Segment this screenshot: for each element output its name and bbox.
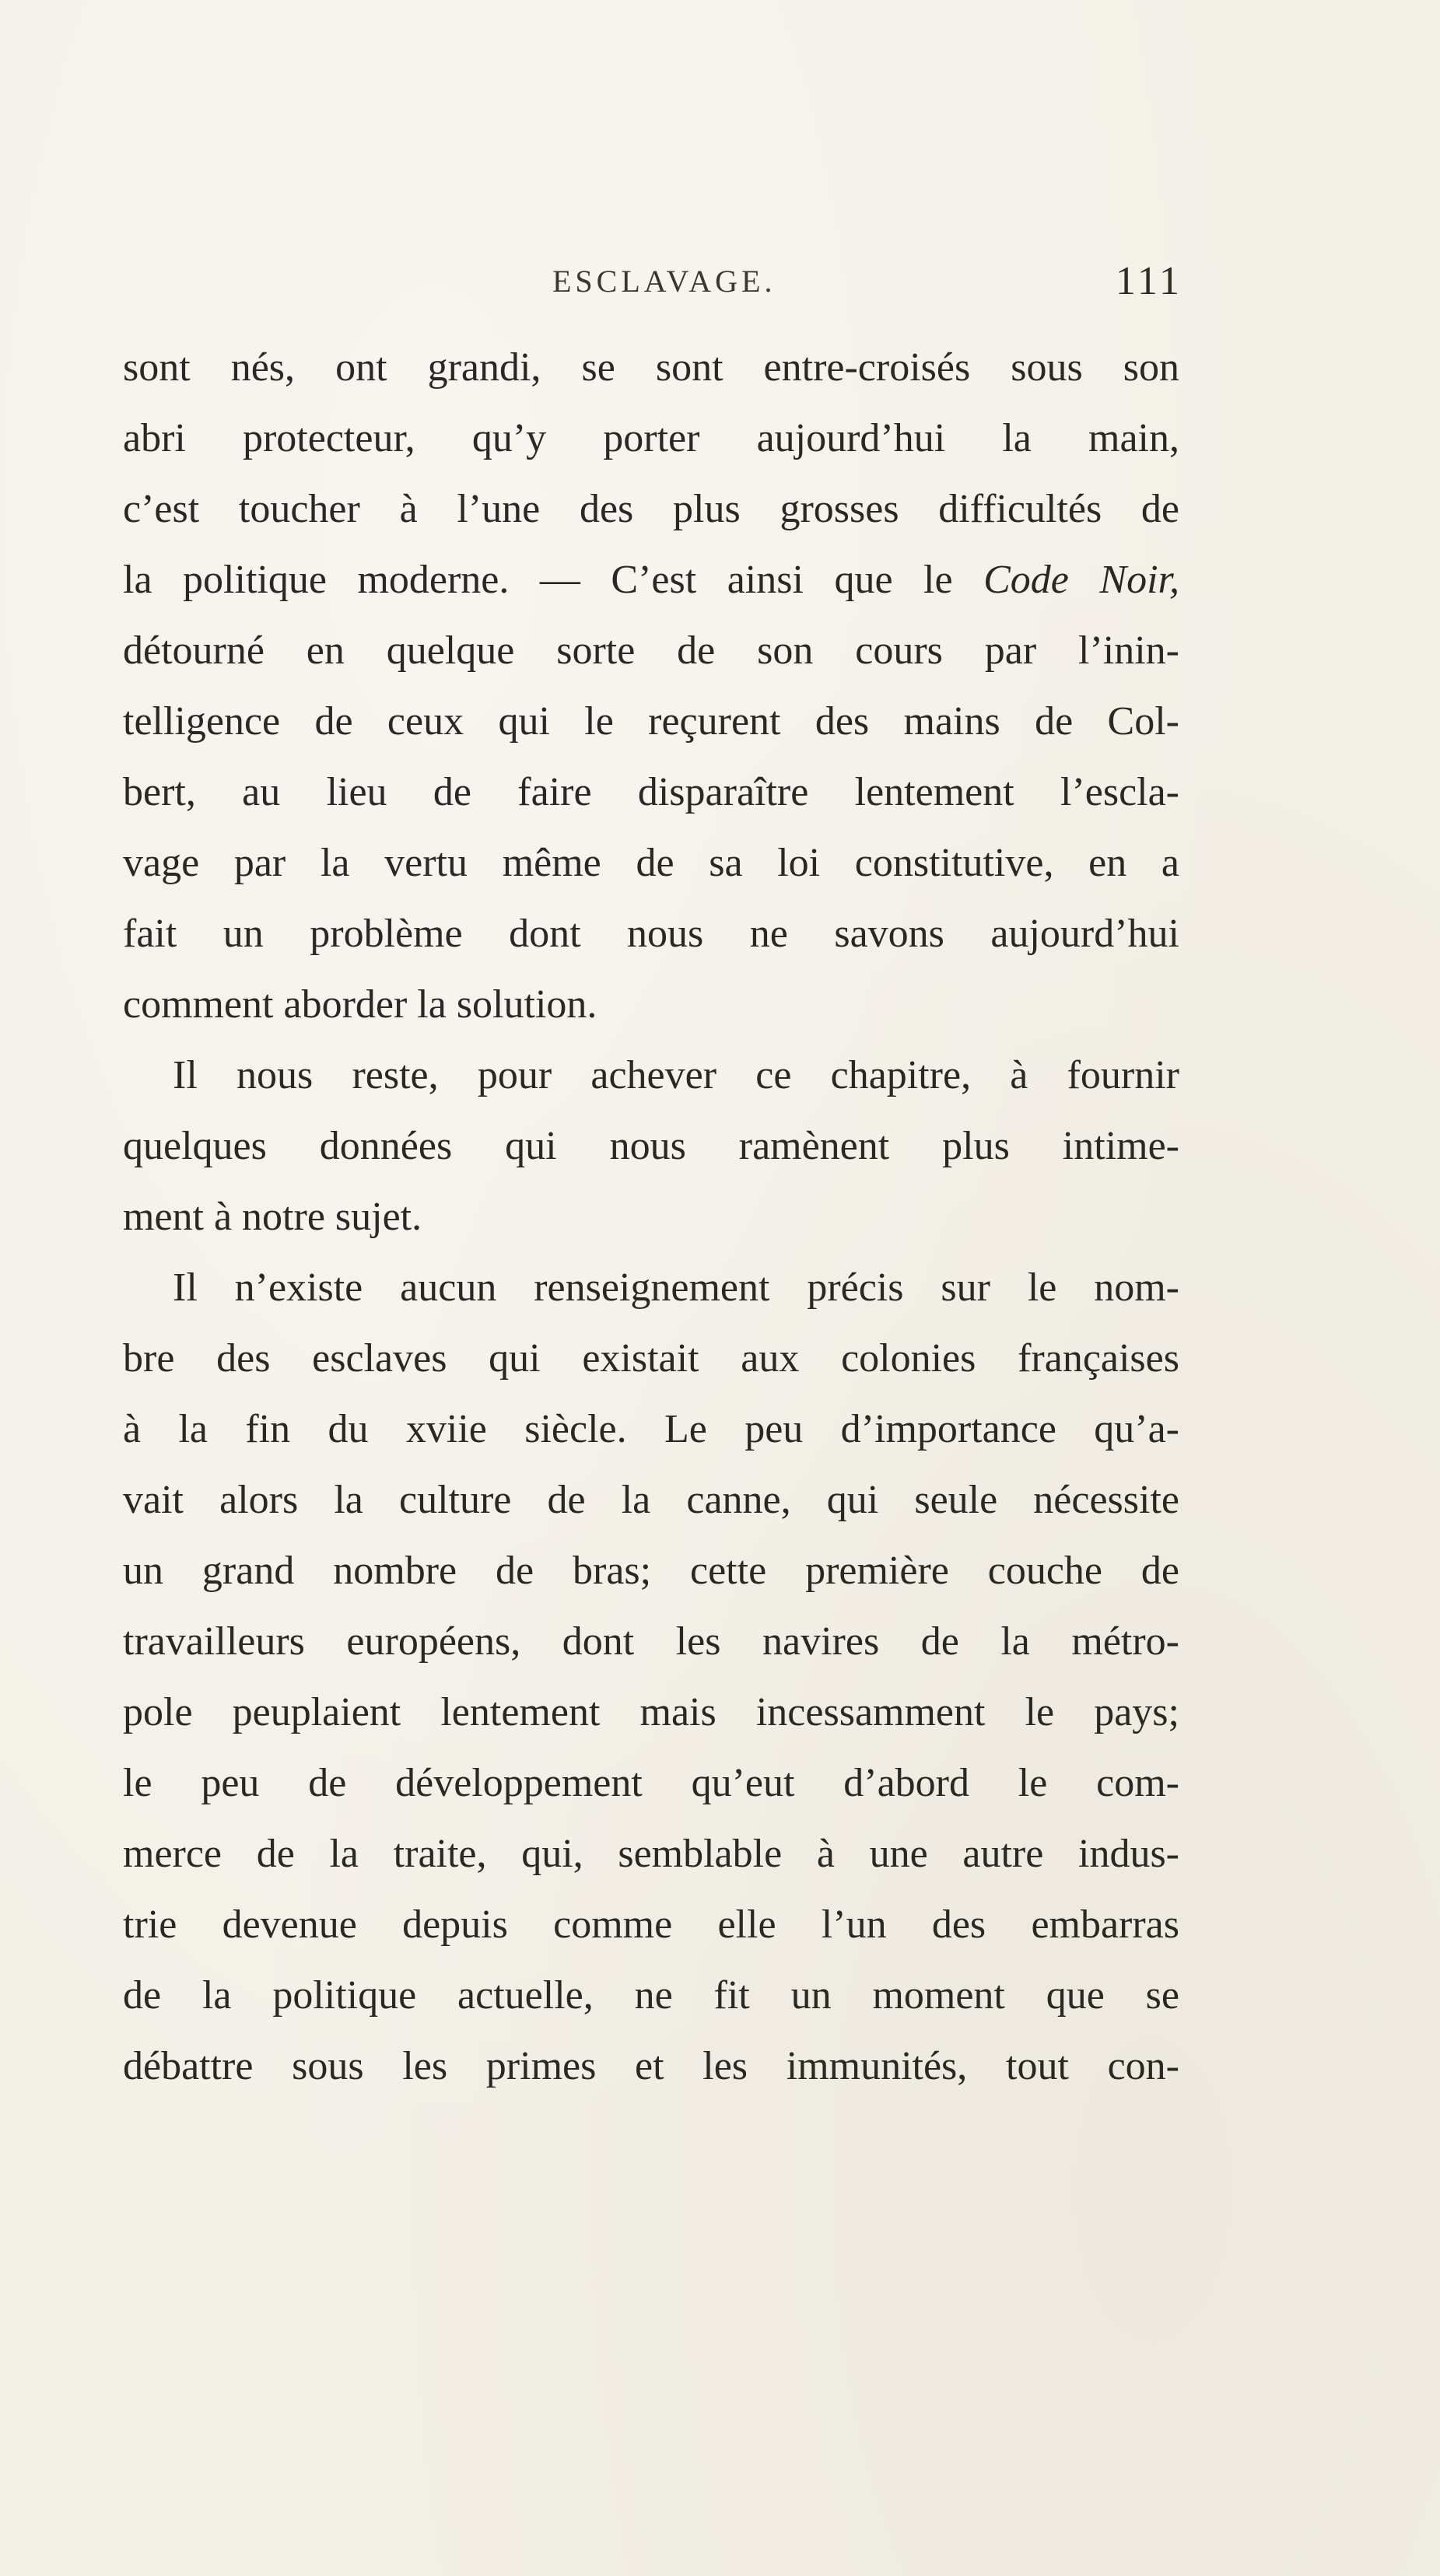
text-line: travailleurs européens, dont les navires de la métro- [123, 1619, 1179, 1664]
text-line [123, 544, 1179, 615]
text-line: vait alors la culture de la canne, qui seule nécessite [123, 1478, 1179, 1522]
text-line: abri protecteur, qu’y porter aujourd’hui la main, [123, 416, 1179, 460]
text-line: merce de la traite, qui, semblable à une autre indus- [123, 1832, 1179, 1876]
text-line: Il n’existe aucun renseignement précis sur le nom- [173, 1265, 1179, 1310]
text-line: vage par la vertu même de sa loi constitutive, en a [123, 841, 1179, 885]
text-line: c’est toucher à l’une des plus grosses difficultés de [123, 487, 1179, 531]
text-fragment: la politique moderne. — C’est ainsi que le [123, 558, 984, 602]
text-line: un grand nombre de bras; cette première couche de [123, 1549, 1179, 1593]
text-line: bre des esclaves qui existait aux colonies françaises [123, 1336, 1179, 1381]
text-line: débattre sous les primes et les immunités, tout con- [123, 2044, 1179, 2088]
text-line: trie devenue depuis comme elle l’un des embarras [123, 1902, 1179, 1947]
text-line: telligence de ceux qui le reçurent des mains de Col- [123, 699, 1179, 744]
text-line: pole peuplaient lentement mais incessamment le pays; [123, 1690, 1179, 1734]
page-number: 111 [1115, 259, 1182, 303]
text-line: fait un problème dont nous ne savons aujourd’hui [123, 912, 1179, 956]
text-line: à la fin du xviie siècle. Le peu d’importance qu’a- [123, 1407, 1179, 1451]
body-text [123, 332, 1179, 2102]
text-line: Il nous reste, pour achever ce chapitre, à fournir [173, 1053, 1179, 1097]
text-line: quelques données qui nous ramènent plus intime- [123, 1124, 1179, 1168]
italic-title: Code Noir, [983, 558, 1179, 602]
text-line: détourné en quelque sorte de son cours par l’inin- [123, 628, 1179, 673]
text-line: de la politique actuelle, ne fit un moment que se [123, 1973, 1179, 2018]
text-line: ment à notre sujet. [123, 1195, 422, 1239]
text-line: le peu de développement qu’eut d’abord le com- [123, 1761, 1179, 1805]
text-line: sont nés, ont grandi, se sont entre-croisés sous son [123, 345, 1179, 390]
running-title: ESCLAVAGE. [552, 264, 776, 299]
running-head [117, 259, 1182, 310]
text-line: bert, au lieu de faire disparaître lentement l’escla- [123, 770, 1179, 814]
text-line: comment aborder la solution. [123, 982, 597, 1027]
